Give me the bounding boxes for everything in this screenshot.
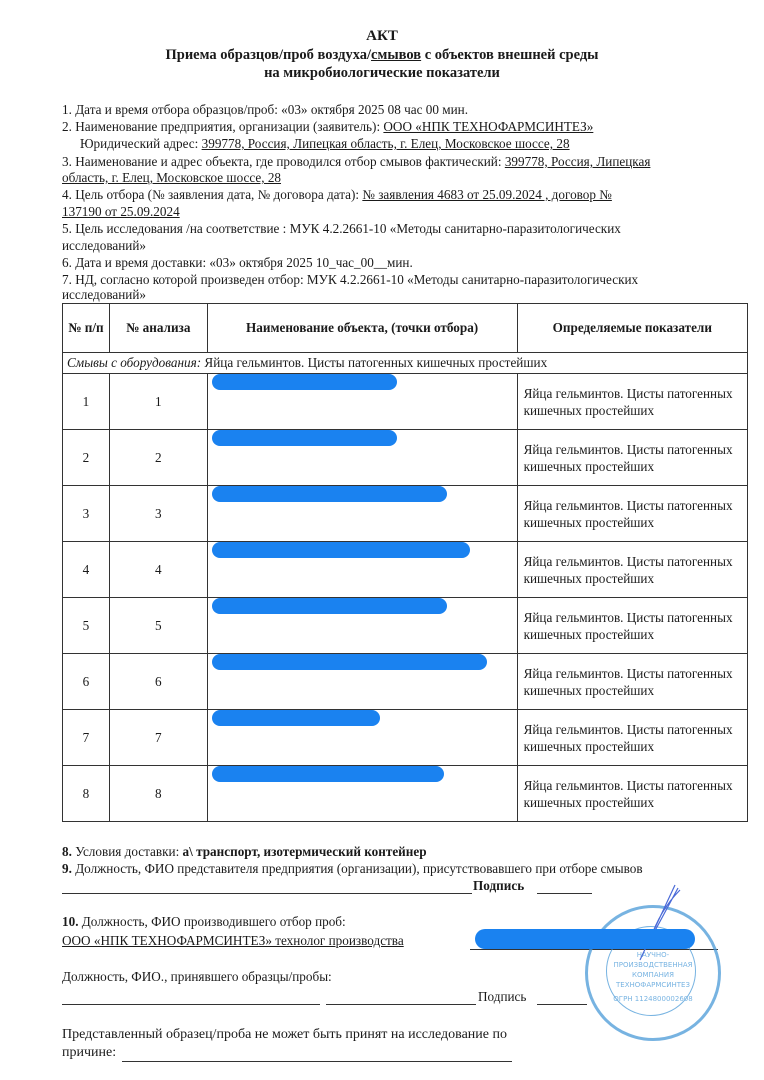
field-purpose — [62, 186, 612, 203]
cell-num: 3 — [63, 486, 110, 542]
cell-analysis: 5 — [109, 598, 207, 654]
redacted-object-name — [212, 486, 447, 502]
sampler-num: 10. — [62, 914, 79, 929]
field-representative — [62, 860, 643, 877]
subtitle-suffix: с объектов внешней среды — [421, 47, 599, 63]
stamp-line4: ТЕХНОФАРМСИНТЕЗ — [616, 981, 690, 989]
applicant-label: 2. Наименование предприятия, организации (заявитель): — [62, 119, 384, 134]
signature-scribble-icon — [620, 880, 690, 970]
redacted-object-name — [212, 542, 470, 558]
table-row — [63, 710, 748, 766]
redacted-sampler-name — [475, 929, 695, 949]
representative-signature-label: Подпись — [473, 878, 525, 893]
receiver-position-line — [62, 1003, 320, 1005]
section-label: Смывы с оборудования: — [67, 355, 202, 370]
legal-address-label: Юридический адрес: — [80, 136, 202, 151]
table-row — [63, 542, 748, 598]
stamp-line3: КОМПАНИЯ — [632, 971, 674, 979]
cell-object — [207, 766, 517, 822]
object-address-value: 399778, Россия, Липецкая — [504, 154, 651, 169]
stamp-ogrn: ОГРН 1124800002608 — [613, 995, 693, 1003]
purpose-label: 4. Цель отбора (№ заявления дата, № договора дата): — [62, 187, 363, 202]
cell-num: 4 — [63, 542, 110, 598]
cell-object — [207, 542, 517, 598]
cell-object — [207, 374, 517, 430]
field-purpose-cont — [62, 203, 180, 220]
subtitle-prefix: Приема образцов/проб воздуха/ — [165, 47, 372, 63]
object-address-value-2: область, г. Елец, Московское шоссе, 28 — [62, 170, 282, 185]
cell-analysis: 2 — [109, 430, 207, 486]
cell-object — [207, 598, 517, 654]
field-normative-doc: 7. НД, согласно которой произведен отбор: МУК 4.2.2661-10 «Методы санитарно-паразитологических — [62, 272, 639, 287]
subtitle-underlined: смывов — [371, 47, 422, 63]
header-analysis: № анализа — [109, 304, 207, 353]
reject-reason-label-2: причине: — [62, 1045, 117, 1060]
reject-reason-label: Представленный образец/проба не может быть принят на исследование по — [62, 1027, 507, 1042]
sampler-label: Должность, ФИО производившего отбор проб: — [78, 914, 346, 929]
redacted-object-name — [212, 374, 397, 390]
cell-indicator: Яйца гельминтов. Цисты патогенных кишечных простейших — [517, 766, 747, 822]
header-indicators: Определяемые показатели — [517, 304, 747, 353]
representative-num: 9. — [62, 861, 72, 876]
cell-analysis: 6 — [109, 654, 207, 710]
cell-indicator: Яйца гельминтов. Цисты патогенных кишечных простейших — [517, 542, 747, 598]
field-research-goal-cont: исследований» — [62, 238, 146, 253]
applicant-value: ООО «НПК ТЕХНОФАРМСИНТЕЗ» — [383, 119, 594, 134]
field-sampler — [62, 913, 346, 930]
cell-analysis: 3 — [109, 486, 207, 542]
document-subtitle — [0, 47, 764, 64]
redacted-object-name — [212, 430, 397, 446]
field-research-goal: 5. Цель исследования /на соответствие : МУК 4.2.2661-10 «Методы санитарно-паразитологических — [62, 221, 621, 236]
representative-signature-line — [537, 892, 592, 894]
receiver-signature-line — [537, 1003, 587, 1005]
sampler-value: ООО «НПК ТЕХНОФАРМСИНТЕЗ» технолог производства — [62, 933, 404, 948]
cell-analysis: 1 — [109, 374, 207, 430]
samples-table — [62, 303, 748, 822]
field-delivery-date: 6. Дата и время доставки: «03» октября 2025 10_час_00__мин. — [62, 255, 413, 270]
cell-indicator: Яйца гельминтов. Цисты патогенных кишечных простейших — [517, 598, 747, 654]
cell-num: 5 — [63, 598, 110, 654]
cell-num: 8 — [63, 766, 110, 822]
purpose-value: № заявления 4683 от 25.09.2024 , договор № — [362, 187, 612, 202]
field-normative-doc-cont: исследований» — [62, 287, 146, 302]
delivery-label: Условия доставки: — [71, 844, 183, 859]
delivery-num: 8. — [62, 844, 72, 859]
purpose-value-2: 137190 от 25.09.2024 — [62, 204, 180, 219]
receiver-name-line — [326, 1003, 476, 1005]
delivery-value: а\ транспорт, изотермический контейнер — [182, 844, 427, 859]
table-section-row — [63, 353, 748, 374]
cell-indicator: Яйца гельминтов. Цисты патогенных кишечных простейших — [517, 374, 747, 430]
cell-object — [207, 710, 517, 766]
cell-analysis: 8 — [109, 766, 207, 822]
header-num: № п/п — [63, 304, 110, 353]
table-row — [63, 766, 748, 822]
representative-label: Должность, ФИО представителя предприятия (организации), присутствовавшего при отборе смывов — [71, 861, 643, 876]
redacted-object-name — [212, 766, 444, 782]
redacted-object-name — [212, 654, 487, 670]
table-row — [63, 598, 748, 654]
redacted-object-name — [212, 598, 447, 614]
section-cell — [63, 353, 748, 374]
receiver-signature-label: Подпись — [478, 989, 527, 1004]
field-legal-address — [80, 135, 570, 152]
cell-num: 7 — [63, 710, 110, 766]
header-object: Наименование объекта, (точки отбора) — [207, 304, 517, 353]
field-applicant — [62, 118, 593, 135]
table-row — [63, 374, 748, 430]
cell-num: 2 — [63, 430, 110, 486]
table-row — [63, 430, 748, 486]
document-title: АКТ — [366, 28, 398, 44]
reject-reason-line — [122, 1060, 512, 1062]
table-header-row — [63, 304, 748, 353]
field-delivery-conditions — [62, 843, 427, 860]
cell-object — [207, 654, 517, 710]
cell-indicator: Яйца гельминтов. Цисты патогенных кишечных простейших — [517, 486, 747, 542]
object-address-label: 3. Наименование и адрес объекта, где проводился отбор смывов фактический: — [62, 154, 505, 169]
cell-indicator: Яйца гельминтов. Цисты патогенных кишечных простейших — [517, 710, 747, 766]
cell-num: 1 — [63, 374, 110, 430]
cell-object — [207, 486, 517, 542]
table-row — [63, 654, 748, 710]
section-text: Яйца гельминтов. Цисты патогенных кишечных простейших — [201, 355, 548, 370]
legal-address-value: 399778, Россия, Липецкая область, г. Елец, Московское шоссе, 28 — [201, 136, 570, 151]
cell-indicator: Яйца гельминтов. Цисты патогенных кишечных простейших — [517, 430, 747, 486]
document-subtitle-line2: на микробиологические показатели — [264, 65, 500, 81]
representative-name-line — [62, 892, 472, 894]
stamp-line2: ПРОИЗВОДСТВЕННАЯ — [613, 961, 693, 969]
table-row — [63, 486, 748, 542]
cell-num: 6 — [63, 654, 110, 710]
redacted-object-name — [212, 710, 380, 726]
field-object-address-cont — [62, 169, 281, 186]
field-sampling-date: 1. Дата и время отбора образцов/проб: «03» октября 2025 08 час 00 мин. — [62, 102, 469, 117]
cell-analysis: 7 — [109, 710, 207, 766]
cell-analysis: 4 — [109, 542, 207, 598]
receiver-label: Должность, ФИО., принявшего образцы/пробы: — [62, 969, 332, 984]
cell-indicator: Яйца гельминтов. Цисты патогенных кишечных простейших — [517, 654, 747, 710]
cell-object — [207, 430, 517, 486]
stamp-line1: НАУЧНО- — [636, 951, 670, 959]
field-object-address — [62, 153, 650, 170]
